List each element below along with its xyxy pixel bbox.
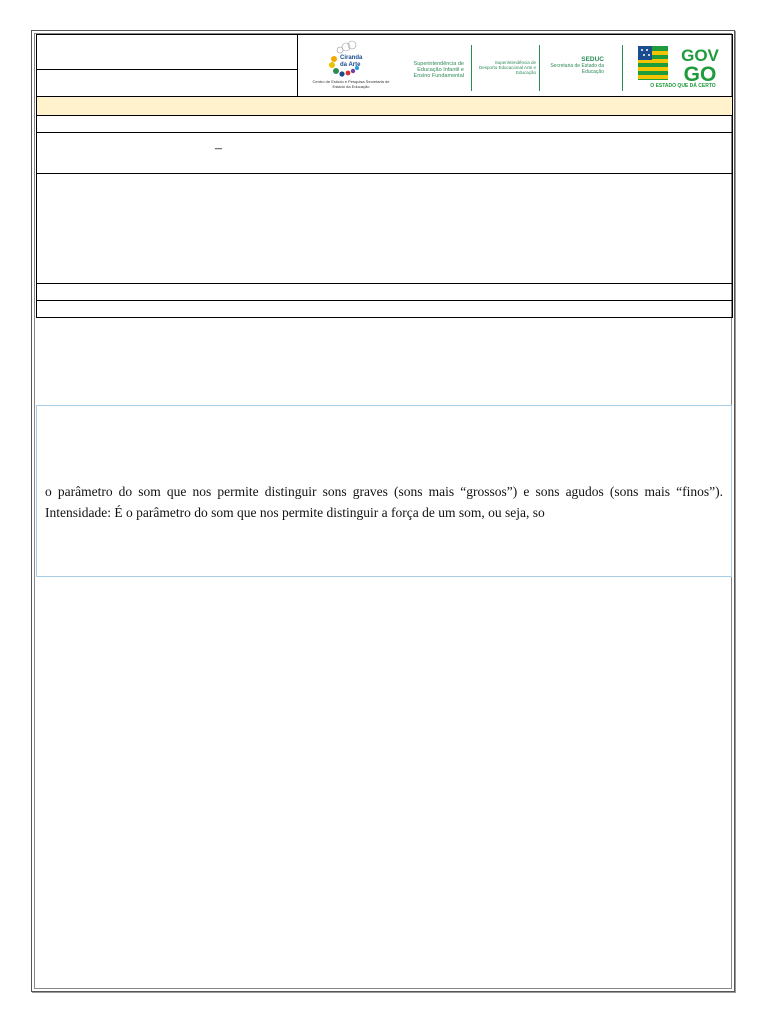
superintendencia-infantil-logo: Superintendência de Educação Infantil e Ensino Fundamental [413, 61, 464, 79]
header-table [36, 34, 733, 318]
empty-row [37, 284, 733, 301]
dash-mark: – [215, 141, 222, 156]
logo-divider [471, 45, 472, 91]
seduc-title: SEDUC [581, 56, 604, 63]
highlight-row [37, 97, 733, 116]
content-row [37, 174, 733, 284]
header-cell-bottom-left [37, 70, 298, 97]
dash-row [37, 133, 733, 174]
ciranda-caption: Centro de Estudo e Pesquisa Secretaria de Estado da Educação [312, 79, 390, 89]
gov-text: GOV [681, 46, 719, 65]
empty-row [37, 301, 733, 318]
logo-divider [622, 45, 623, 91]
text-box[interactable] [36, 405, 732, 577]
seduc-subtitle: Secretaria de Estado da Educação [550, 63, 604, 75]
logos-cell [298, 35, 733, 97]
gov-motto: O ESTADO QUE DÁ CERTO [650, 83, 716, 89]
logo-divider [539, 45, 540, 91]
empty-row [37, 116, 733, 133]
ciranda-title: Ciranda da Arte [340, 55, 363, 68]
go-text: GO [683, 63, 717, 86]
ciranda-logo [306, 39, 396, 93]
header-cell-top-left [37, 35, 298, 70]
body-paragraph: o parâmetro do som que nos permite distinguir sons graves (sons mais “grossos”) e sons agudos (sons mais “finos”). Intensidade: É o parâmetro do som que nos permite distinguir a força de um som, ou seja, so [45, 484, 723, 520]
superintendencia-desporto-logo: Superintendência de Desporto Educacional Arte e Educação [478, 60, 536, 75]
seduc-logo [542, 57, 604, 75]
